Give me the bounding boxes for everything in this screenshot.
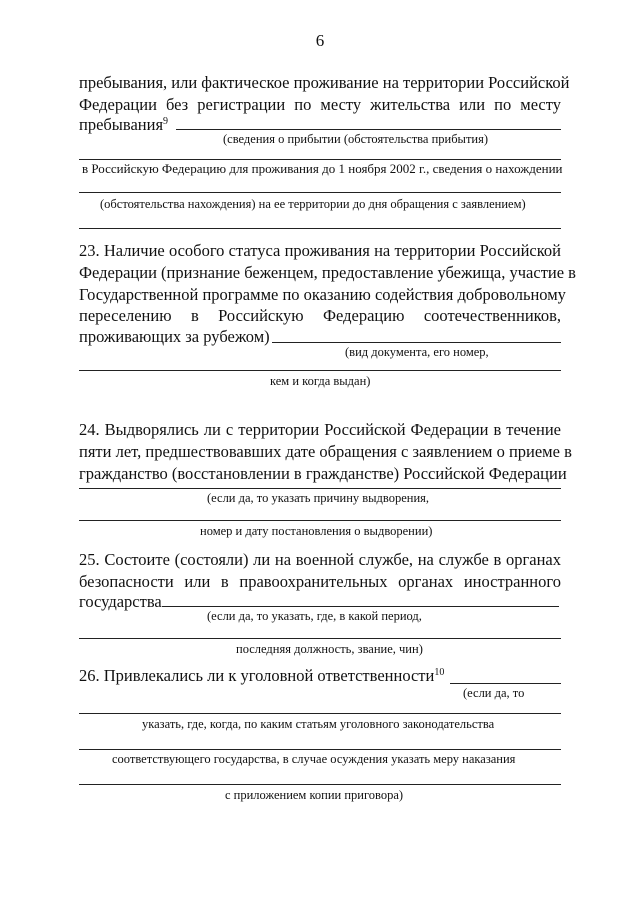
- q25-line-1: 25. Состоите (состояли) ли на военной службе, на службе в органах: [79, 550, 561, 569]
- caption-stay: (обстоятельства нахождения) на ее территории до дня обращения с заявлением): [100, 197, 526, 211]
- q23-paragraph: [79, 240, 576, 327]
- q23-line-4: переселению в Российскую Федерацию соотечественников,: [79, 306, 561, 326]
- q25-line-3: государства: [79, 592, 162, 611]
- q26-caption-articles: указать, где, когда, по каким статьям уголовного законодательства: [142, 717, 495, 731]
- fill-line: [176, 129, 561, 130]
- q23-line-2: Федерации (признание беженцем, предоставление убежища, участие в: [79, 262, 576, 282]
- q24-paragraph: [79, 419, 572, 484]
- q25-caption-where: (если да, то указать, где, в какой период,: [207, 609, 422, 623]
- fill-line: [450, 683, 561, 684]
- q23-line-1: 23. Наличие особого статуса проживания на территории Российской: [79, 241, 561, 260]
- q25-line-2: безопасности или в правоохранительных органах иностранного: [79, 571, 561, 591]
- caption-arrival: (сведения о прибытии (обстоятельства прибытия): [223, 132, 489, 146]
- q26-line-1-text: 26. Привлекались ли к уголовной ответственности: [79, 666, 435, 685]
- q23-caption-doc: (вид документа, его номер,: [345, 345, 489, 359]
- intro-line-3-text: пребывания: [79, 115, 164, 134]
- footnote-ref-10: 10: [434, 667, 445, 678]
- q26-line-1: [79, 666, 444, 686]
- fill-line: [272, 342, 561, 343]
- fill-line: [79, 228, 561, 229]
- q23-caption-issued: кем и когда выдан): [270, 374, 371, 388]
- q26-caption-punishment: соответствующего государства, в случае осуждения указать меру наказания: [112, 752, 516, 766]
- q23-line-5: проживающих за рубежом): [79, 327, 270, 346]
- page-number: 6: [315, 31, 325, 50]
- fill-line: [79, 488, 561, 489]
- intro-line-3: [79, 115, 168, 135]
- q24-caption-decree: номер и дату постановления о выдворении): [200, 524, 433, 538]
- q24-line-2: пяти лет, предшествовавших дате обращения с заявлением о приеме в: [79, 441, 572, 461]
- fill-line: [79, 713, 561, 714]
- fill-line: [79, 370, 561, 371]
- q25-caption-position: последняя должность, звание, чин): [236, 642, 423, 656]
- intro-paragraph: [79, 72, 570, 116]
- fill-line: [79, 159, 561, 160]
- fill-line: [79, 192, 561, 193]
- q24-line-3: гражданство (восстановлении в гражданстве) Российской Федерации: [79, 463, 567, 483]
- q26-caption-ifyes: (если да, то: [463, 686, 525, 700]
- intro-line-2: Федерации без регистрации по месту жительства или по месту: [79, 94, 561, 114]
- intro-line-1: пребывания, или фактическое проживание на территории Российской: [79, 73, 570, 92]
- fill-line: [79, 520, 561, 521]
- fill-line: [79, 784, 561, 785]
- q24-caption-reason: (если да, то указать причину выдворения,: [207, 491, 430, 505]
- fill-line: [162, 606, 559, 607]
- q24-line-1: 24. Выдворялись ли с территории Российской Федерации в течение: [79, 420, 561, 439]
- intro-line-4: в Российскую Федерацию для проживания до 1 ноября 2002 г., сведения о нахождении: [82, 161, 563, 176]
- fill-line: [79, 749, 561, 750]
- footnote-ref-9: 9: [163, 116, 169, 127]
- q23-line-3: Государственной программе по оказанию содействия добровольному: [79, 284, 566, 304]
- fill-line: [79, 638, 561, 639]
- q26-caption-verdict: с приложением копии приговора): [225, 788, 404, 802]
- q25-paragraph: [79, 549, 561, 593]
